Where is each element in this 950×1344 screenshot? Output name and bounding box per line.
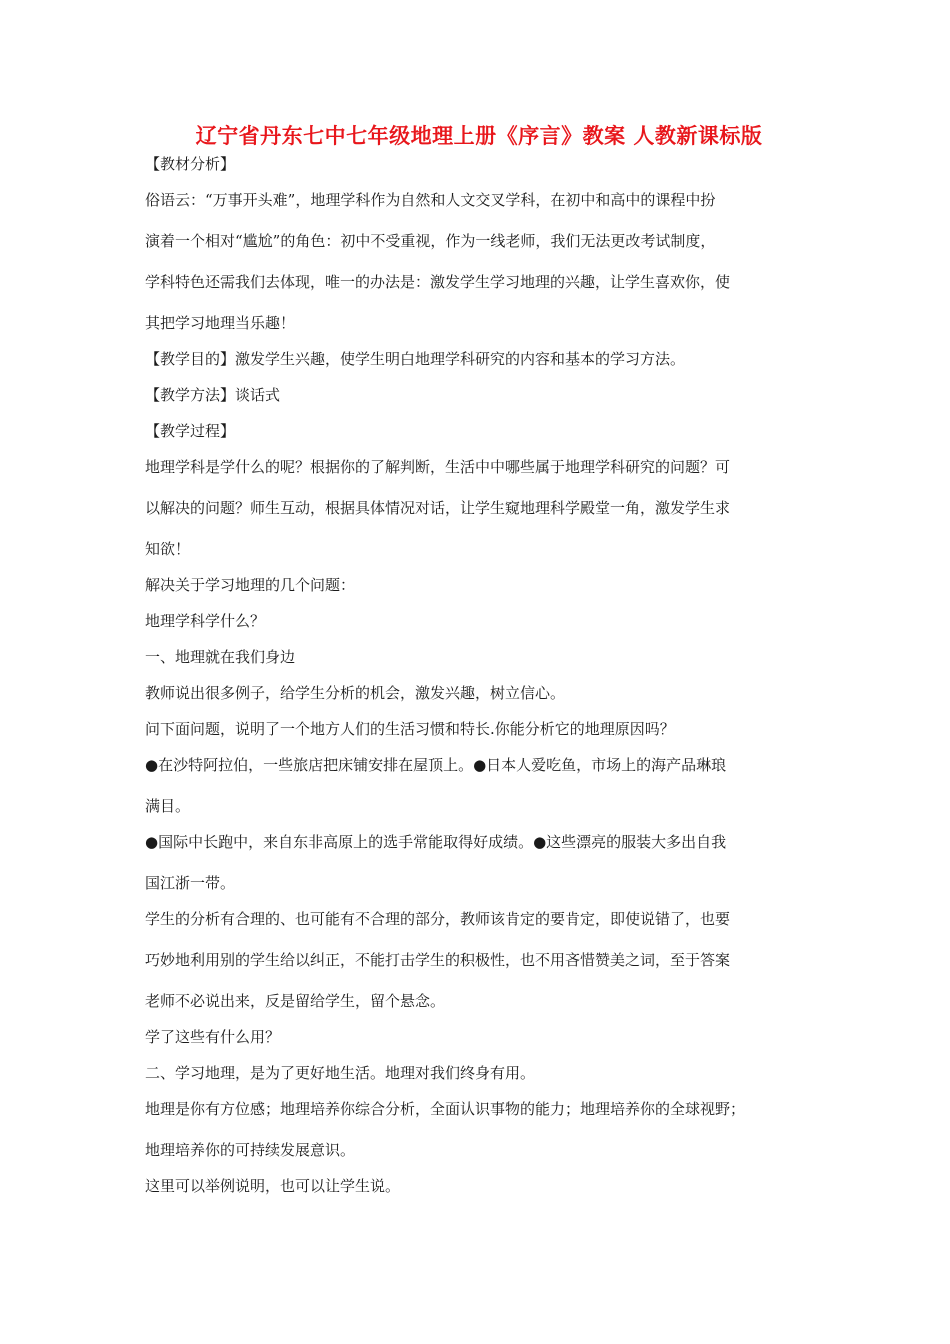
subsection-heading: 二、学习地理，是为了更好地生活。地理对我们终身有用。 xyxy=(145,1064,536,1082)
paragraph-line: 地理是你有方位感；地理培养你综合分析，全面认识事物的能力；地理培养你的全球视野； xyxy=(145,1100,746,1118)
paragraph-line: 解决关于学习地理的几个问题： xyxy=(145,576,356,594)
subsection-heading: 一、地理就在我们身边 xyxy=(145,648,296,666)
bullet-line: ●国际中长跑中，来自东非高原上的选手常能取得好成绩。●这些漂亮的服装大多出自我 xyxy=(145,833,727,851)
section-heading-method: 【教学方法】谈话式 xyxy=(145,386,281,404)
paragraph-line: 教师说出很多例子，给学生分析的机会，激发兴趣，树立信心。 xyxy=(145,684,566,702)
bullet-line: ●在沙特阿拉伯，一些旅店把床铺安排在屋顶上。●日本人爱吃鱼，市场上的海产品琳琅 xyxy=(145,756,727,774)
paragraph-line: 俗语云：“万事开头难”，地理学科作为自然和人文交叉学科，在初中和高中的课程中扮 xyxy=(145,191,716,209)
section-heading-process: 【教学过程】 xyxy=(145,422,236,440)
paragraph-line: 这里可以举例说明，也可以让学生说。 xyxy=(145,1177,401,1195)
section-heading-objective: 【教学目的】激发学生兴趣，使学生明白地理学科研究的内容和基本的学习方法。 xyxy=(145,350,686,368)
section-heading-analysis: 【教材分析】 xyxy=(145,155,236,173)
bullet-line: 满目。 xyxy=(145,797,191,815)
document-page xyxy=(145,118,817,1196)
document-title: 辽宁省丹东七中七年级地理上册《序言》教案 人教新课标版 xyxy=(195,124,763,148)
paragraph-line: 老师不必说出来，反是留给学生，留个悬念。 xyxy=(145,992,446,1010)
paragraph-line: 地理培养你的可持续发展意识。 xyxy=(145,1141,356,1159)
paragraph-line: 学科特色还需我们去体现，唯一的办法是：激发学生学习地理的兴趣，让学生喜欢你，使 xyxy=(145,273,731,291)
paragraph-line: 以解决的问题？师生互动，根据具体情况对话，让学生窥地理科学殿堂一角，激发学生求 xyxy=(145,499,731,517)
paragraph-line: 学生的分析有合理的、也可能有不合理的部分，教师该肯定的要肯定，即使说错了，也要 xyxy=(145,910,731,928)
paragraph-line: 其把学习地理当乐趣！ xyxy=(145,314,296,332)
paragraph-line: 知欲！ xyxy=(145,540,191,558)
paragraph-line: 演着一个相对“尴尬”的角色：初中不受重视，作为一线老师，我们无法更改考试制度， xyxy=(145,232,716,250)
paragraph-line: 学了这些有什么用？ xyxy=(145,1028,281,1046)
paragraph-line: 巧妙地利用别的学生给以纠正，不能打击学生的积极性，也不用吝惜赞美之词，至于答案 xyxy=(145,951,731,969)
bullet-line: 国江浙一带。 xyxy=(145,874,236,892)
paragraph-line: 问下面问题，说明了一个地方人们的生活习惯和特长.你能分析它的地理原因吗？ xyxy=(145,720,675,738)
paragraph-line: 地理学科是学什么的呢？根据你的了解判断，生活中中哪些属于地理学科研究的问题？可 xyxy=(145,458,731,476)
paragraph-line: 地理学科学什么？ xyxy=(145,612,266,630)
